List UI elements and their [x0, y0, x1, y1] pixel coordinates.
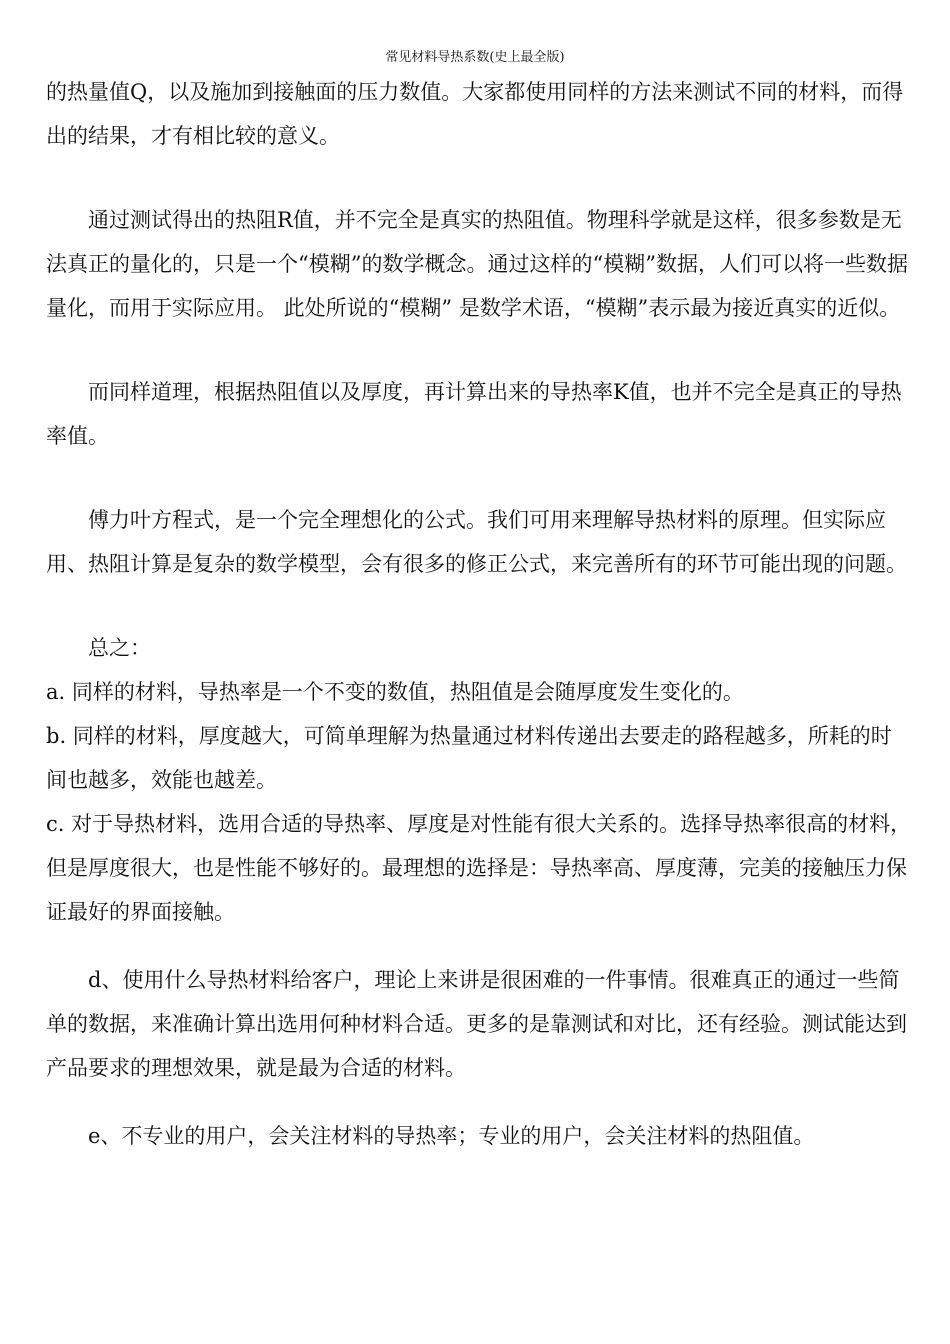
- paragraph-fourier: 傅力叶方程式，是一个完全理想化的公式。我们可用来理解导热材料的原理。但实际应用、热阻计算是复杂的数学模型，会有很多的修正公式，来完善所有的环节可能出现的问题。: [46, 508, 907, 576]
- document-body: [46, 70, 912, 1158]
- summary-item-e: e、不专业的用户，会关注材料的导热率；专业的用户，会关注材料的热阻值。: [88, 1124, 815, 1148]
- paragraph-thermal-resistance: 通过测试得出的热阻R值，并不完全是真实的热阻值。物理科学就是这样，很多参数是无法真正的量化的，只是一个“模糊”的数学概念。通过这样的“模糊”数据，人们可以将一些数据量化，而用于实际应用。 此处所说的“模糊” 是数学术语，“模糊”表示最为接近真实的近似。: [46, 208, 908, 320]
- paragraph-continuation: 的热量值Q，以及施加到接触面的压力数值。大家都使用同样的方法来测试不同的材料，而得出的结果，才有相比较的意义。: [46, 80, 904, 148]
- page-header-title: 常见材料导热系数(史上最全版): [385, 50, 565, 65]
- paragraph-conductivity: 而同样道理，根据热阻值以及厚度，再计算出来的导热率K值，也并不完全是真正的导热率值。: [46, 380, 902, 448]
- summary-item-b: b. 同样的材料，厚度越大，可简单理解为热量通过材料传递出去要走的路程越多，所耗的时间也越多，效能也越差。: [46, 724, 892, 792]
- summary-item-c: c. 对于导热材料，选用合适的导热率、厚度是对性能有很大关系的。选择导热率很高的材料，但是厚度很大，也是性能不够好的。最理想的选择是：导热率高、厚度薄，完美的接触压力保证最好的界面接触。: [46, 812, 912, 924]
- summary-item-a: a. 同样的材料，导热率是一个不变的数值，热阻值是会随厚度发生变化的。: [46, 680, 744, 704]
- summary-item-d: d、使用什么导热材料给客户，理论上来讲是很困难的一件事情。很难真正的通过一些简单的数据，来准确计算出选用何种材料合适。更多的是靠测试和对比，还有经验。测试能达到产品要求的理想效果，就是最为合适的材料。: [46, 968, 907, 1080]
- summary-heading: 总之：: [88, 636, 151, 660]
